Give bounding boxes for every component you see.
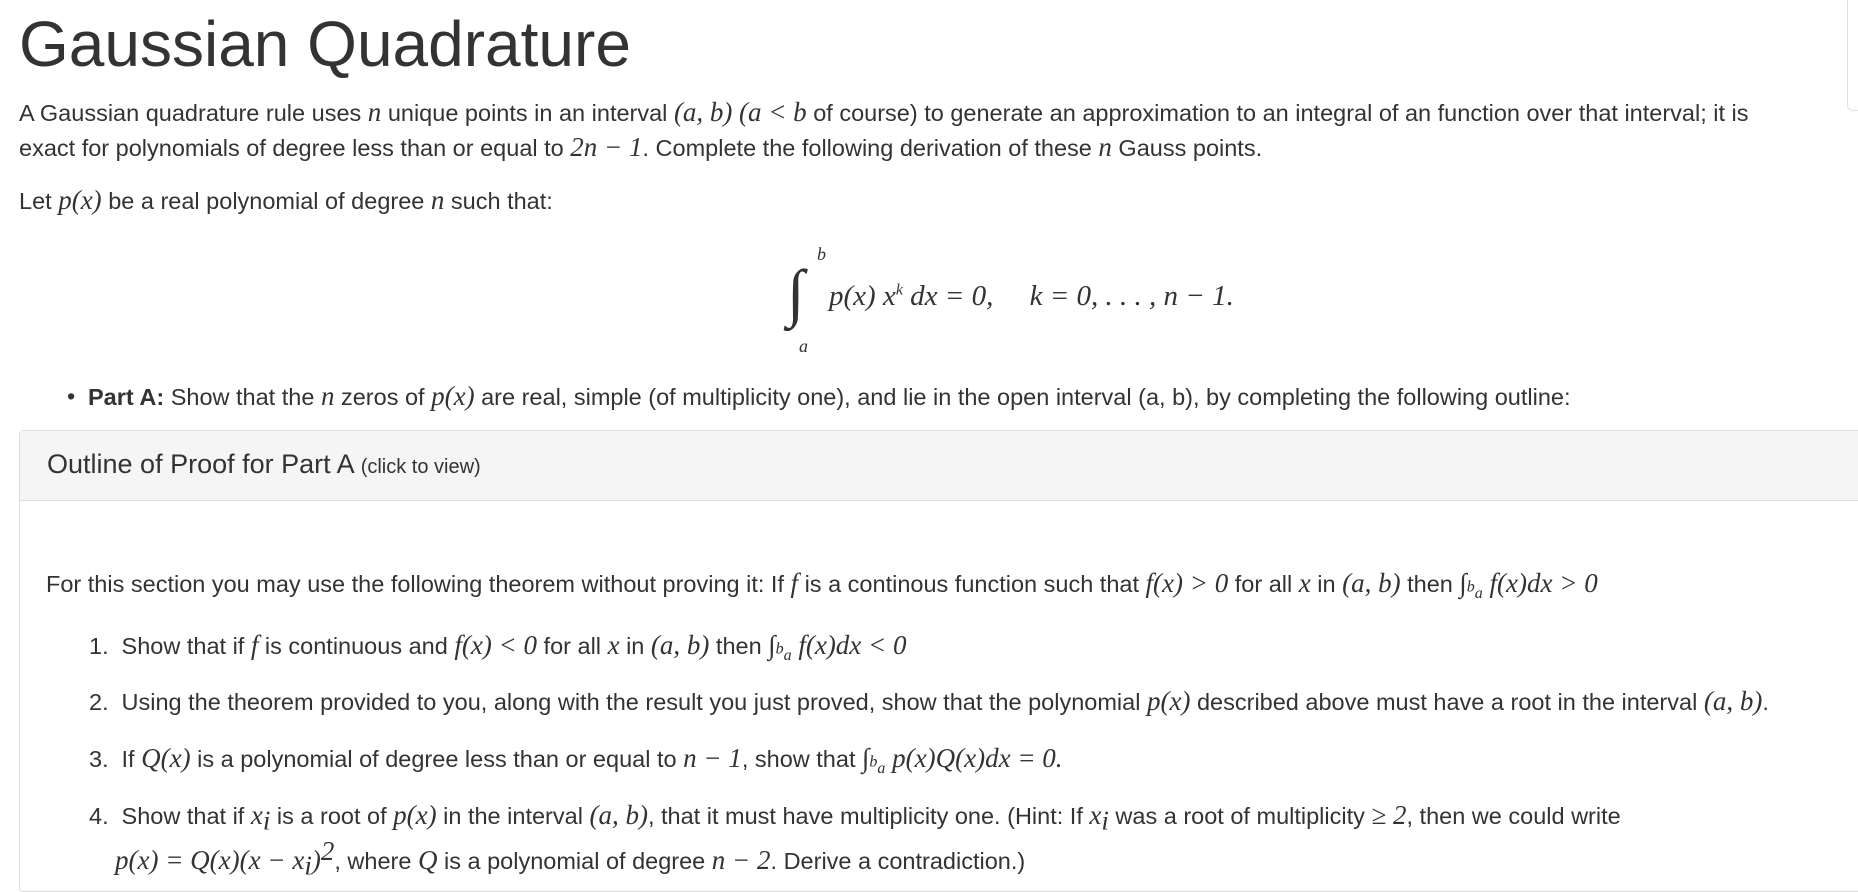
text: in the interval (436, 803, 590, 829)
text: For this section you may use the following theorem without proving it: If (46, 571, 791, 597)
math-n: n (430, 185, 445, 215)
math-degree: 2n − 1 (570, 132, 643, 162)
text: Show that if (115, 803, 251, 829)
text: If (115, 746, 142, 772)
math-degree: n − 2 (711, 844, 771, 875)
list-number: 4. (89, 803, 109, 829)
lower-limit: a (799, 336, 808, 356)
display-equation (779, 240, 1299, 360)
exponent: k (895, 281, 903, 299)
list-item-continuation (115, 833, 1025, 884)
integral-limits: ba (775, 640, 792, 664)
part-a-text (88, 378, 1571, 415)
integrand (829, 280, 1234, 313)
math-interval: (a, b) (650, 630, 710, 660)
integral-sign: ∫ (787, 257, 805, 328)
math-x: x (1298, 568, 1311, 598)
integral-sign: ∫ (1459, 568, 1467, 598)
math-n: n (1098, 132, 1112, 162)
text: , then we could write (1406, 803, 1621, 829)
list-number: 1. (89, 633, 109, 659)
intro-text: unique points in an interval (381, 100, 674, 126)
text: in (1310, 571, 1343, 597)
part-a-label: Part A: (88, 384, 165, 410)
page-title: Gaussian Quadrature (19, 8, 631, 80)
text: is a continous function such that (798, 571, 1146, 597)
bullet-dot: • (67, 383, 76, 409)
intro-text: exact for polynomials of degree less than or equal to (19, 135, 571, 161)
math-x: x (607, 630, 620, 660)
text: for all (1228, 571, 1299, 597)
theorem-statement (46, 565, 1598, 612)
math-interval: (a, b) (1342, 568, 1401, 598)
math-fx-pos: f(x) > 0 (1145, 568, 1229, 598)
intro-text: of course) to generate an approximation to an integral of an function over that interval; it is (806, 100, 1749, 126)
math-interval: (a, b) (589, 800, 648, 830)
text: , show that (741, 746, 863, 772)
math-interval: (a, b) (673, 97, 733, 127)
subscript-i: i (1101, 805, 1109, 836)
text: was a root of multiplicity (1108, 803, 1372, 829)
intro-text: . Complete the following derivation of these (642, 135, 1099, 161)
math-condition: (a < b (738, 97, 807, 127)
text: . (1762, 689, 1769, 715)
subscript-i: i (304, 850, 312, 881)
panel-title[interactable] (47, 449, 481, 480)
text: , that it must have multiplicity one. (Hint: If (647, 803, 1090, 829)
subscript-i: i (262, 805, 271, 836)
list-item (89, 627, 907, 674)
equation-rest: dx = 0, k = 0, . . . , n − 1. (902, 280, 1234, 312)
text: Show that if (115, 633, 251, 659)
math-fx: f(x) < 0 (454, 630, 538, 660)
math-Q: Q (417, 844, 438, 875)
text: then (1400, 571, 1460, 597)
integrand-text: p(x) x (829, 280, 896, 312)
text: such that: (444, 188, 553, 214)
math-px: p(x) (393, 800, 437, 830)
math-integral: p(x)Q(x)dx = 0. (885, 743, 1063, 773)
integral-sign: ∫ (768, 630, 776, 660)
text: be a real polynomial of degree (101, 188, 431, 214)
math-xi: x (1089, 800, 1102, 830)
panel-title-text: Outline of Proof for Part A (47, 449, 354, 479)
math-integral: f(x)dx > 0 (1482, 568, 1598, 598)
superscript-2: 2 (320, 836, 335, 866)
close-paren: ) (311, 844, 321, 875)
intro-line-2 (19, 130, 1262, 166)
text: for all (537, 633, 608, 659)
math-px: p(x) (1146, 686, 1191, 716)
text: . Derive a contradiction.) (770, 847, 1026, 874)
text: , where (334, 847, 418, 874)
text: Using the theorem provided to you, along with the result you just proved, show that the polynomial (115, 689, 1147, 715)
math-px: p(x) (58, 185, 102, 215)
math-degree: n − 1 (683, 743, 742, 773)
list-item (89, 740, 1063, 787)
math-n: n (320, 381, 335, 411)
math-ge2: ≥ 2 (1371, 800, 1407, 830)
text: is a polynomial of degree (437, 847, 712, 874)
intro-line-1 (19, 95, 1749, 131)
scrollbar[interactable] (1847, 0, 1858, 111)
text: is continuous and (258, 633, 455, 659)
math-f: f (790, 568, 799, 598)
text: Show that the (164, 384, 321, 410)
list-number: 2. (89, 689, 109, 715)
math-integral: f(x)dx < 0 (791, 630, 907, 660)
text: is a root of (270, 803, 394, 829)
math-px: p(x) (431, 381, 475, 411)
text: zeros of (334, 384, 432, 410)
intro-text: Gauss points. (1111, 135, 1263, 161)
text: then (709, 633, 769, 659)
text: Let (19, 188, 59, 214)
text: described above must have a root in the interval (1190, 689, 1704, 715)
integral-limits: ba (869, 753, 886, 777)
panel-hint: (click to view) (360, 456, 481, 478)
math-n: n (367, 97, 382, 127)
text: in (619, 633, 651, 659)
list-number: 3. (89, 746, 109, 772)
math-factorization: p(x) = Q(x)(x − x (115, 844, 305, 875)
integral-limits: ba (1466, 578, 1483, 602)
math-f: f (250, 630, 259, 660)
list-item (89, 683, 1769, 720)
text: are real, simple (of multiplicity one), and lie in the open interval (a, b), by completing the following outline: (474, 384, 1571, 410)
math-interval: (a, b) (1703, 686, 1763, 716)
panel-header[interactable] (20, 431, 1858, 501)
intro-text: A Gaussian quadrature rule uses (19, 100, 368, 126)
text: is a polynomial of degree less than or equal to (190, 746, 684, 772)
integral-sign: ∫ (862, 743, 870, 773)
upper-limit: b (817, 244, 826, 264)
math-xi: x (250, 800, 263, 830)
math-qx: Q(x) (141, 743, 191, 773)
let-p-statement (19, 183, 553, 219)
